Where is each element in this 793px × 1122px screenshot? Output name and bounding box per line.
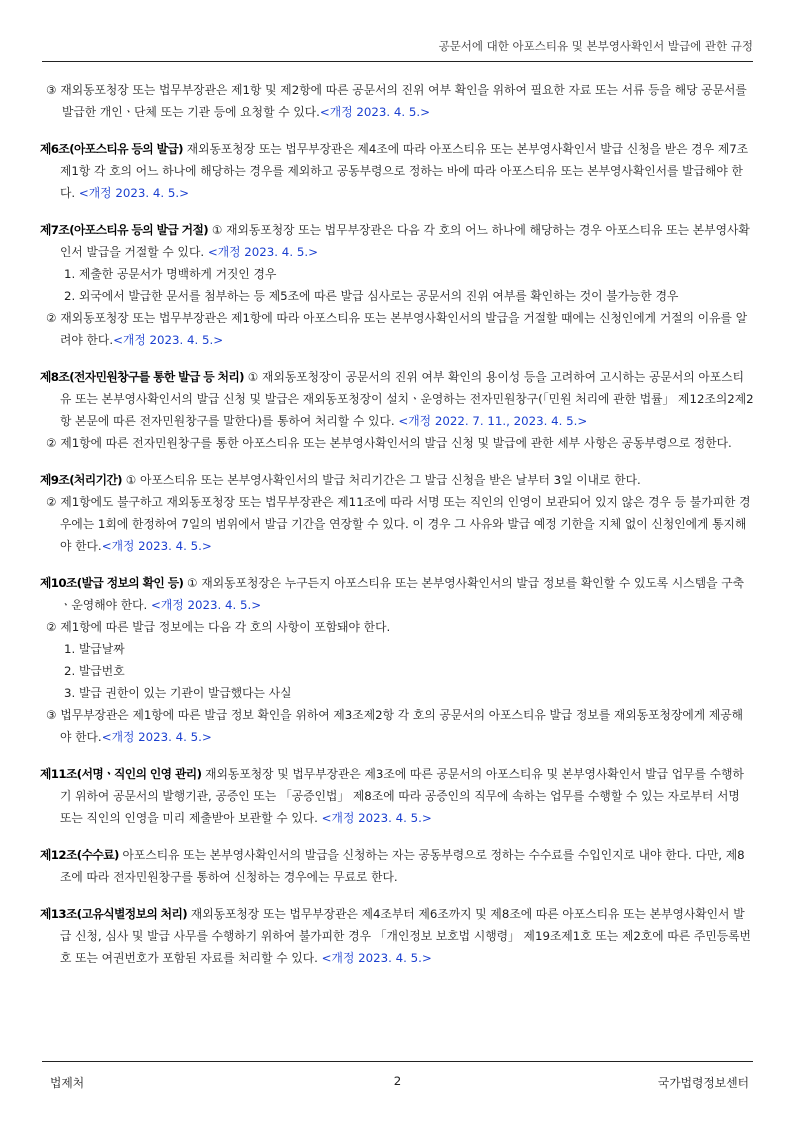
amendment-note[interactable]: <개정 2023. 4. 5.> — [319, 105, 431, 119]
paragraph: 제8조(전자민원창구를 통한 발급 등 처리) ① 재외동포청장이 공문서의 진위 여부 확인의 용이성 등을 고려하여 고시하는 공문서의 아포스티유 또는 본부영사확인서의 발급 신청 및 발급은 재외동포청장이 설치ㆍ운영하는 전자민원창구(「민원 처리에 관한 법률」 제12조의2제2항 본문에 따른 전자민원창구를 말한다)를 통하여 처리할 수 있다. <개정 2022. 7. 11., 2023. 4. 5.> — [40, 370, 754, 428]
paragraph: 제6조(아포스티유 등의 발급) 재외동포청장 또는 법무부장관은 제4조에 따라 아포스티유 또는 본부영사확인서 발급 신청을 받은 경우 제7조제1항 각 호의 어느 하나에 해당하는 경우를 제외하고 공동부령으로 정하는 바에 따라 아포스티유 또는 본부영사확인서를 발급해야 한다. <개정 2023. 4. 5.> — [40, 142, 749, 200]
article-title: 제8조(전자민원창구를 통한 발급 등 처리) — [40, 370, 244, 384]
footer-source: 법제처 — [50, 1076, 85, 1090]
article-12 — [40, 844, 754, 888]
amendment-note[interactable]: <개정 2023. 4. 5.> — [101, 730, 212, 744]
list-item: 2. 외국에서 발급한 문서를 첨부하는 등 제5조에 따른 발급 심사로는 공문서의 진위 여부를 확인하는 것이 불가능한 경우 — [64, 289, 679, 303]
paragraph: ③ 법무부장관은 제1항에 따른 발급 정보 확인을 위하여 제3조제2항 각 호의 공문서의 아포스티유 발급 정보를 재외동포청장에게 제공해야 한다.<개정 2023. 4. 5.> — [46, 708, 744, 744]
amendment-note[interactable]: <개정 2023. 4. 5.> — [321, 811, 432, 825]
document-body — [40, 79, 754, 984]
article-title: 제7조(아포스티유 등의 발급 거절) — [40, 223, 209, 237]
footer-center-name: 국가법령정보센터 — [657, 1076, 749, 1090]
amendment-note[interactable]: <개정 2023. 4. 5.> — [78, 186, 189, 200]
paragraph: ② 제1항에 따른 발급 정보에는 다음 각 호의 사항이 포함돼야 한다. — [46, 620, 391, 634]
paragraph: ③ 재외동포청장 또는 법무부장관은 제1항 및 제2항에 따른 공문서의 진위 여부 확인을 위하여 필요한 자료 또는 서류 등을 해당 공문서를 발급한 개인ㆍ단체 또는 기관 등에 요청할 수 있다.<개정 2023. 4. 5.> — [46, 83, 747, 119]
paragraph: 제10조(발급 정보의 확인 등) ① 재외동포청장은 누구든지 아포스티유 또는 본부영사확인서의 발급 정보를 확인할 수 있도록 시스템을 구축ㆍ운영해야 한다. <개정 2023. 4. 5.> — [40, 576, 745, 612]
amendment-note[interactable]: <개정 2023. 4. 5.> — [207, 245, 318, 259]
article-8 — [40, 366, 754, 454]
paragraph: 제11조(서명ㆍ직인의 인영 관리) 재외동포청장 및 법무부장관은 제3조에 따른 공문서의 아포스티유 및 본부영사확인서 발급 업무를 수행하기 위하여 공문서의 발행기관, 공증인 또는 「공증인법」 제8조에 따라 공증인의 직무에 속하는 업무를 수행할 수 있는 자로부터 서명 또는 직인의 인영을 미리 제출받아 보관할 수 있다. <개정 2023. 4. 5.> — [40, 767, 744, 825]
paragraph: ② 제1항에도 불구하고 재외동포청장 또는 법무부장관은 제11조에 따라 서명 또는 직인의 인영이 보관되어 있지 않은 경우 등 불가피한 경우에는 1회에 한정하여 7일의 범위에서 발급 기간을 연장할 수 있다. 이 경우 그 사유와 발급 예정 기한을 지체 없이 신청인에게 통지해야 한다.<개정 2023. 4. 5.> — [46, 495, 751, 553]
paragraph: ② 제1항에 따른 전자민원창구를 통한 아포스티유 또는 본부영사확인서의 발급 신청 및 발급에 관한 세부 사항은 공동부령으로 정한다. — [46, 436, 732, 450]
amendment-note[interactable]: <개정 2023. 4. 5.> — [321, 951, 432, 965]
list-item: 1. 제출한 공문서가 명백하게 거짓인 경우 — [64, 267, 277, 281]
article-title: 제11조(서명ㆍ직인의 인영 관리) — [40, 767, 202, 781]
list-item: 3. 발급 권한이 있는 기관이 발급했다는 사실 — [64, 686, 292, 700]
article-6 — [40, 138, 754, 204]
article-13 — [40, 903, 754, 969]
amendment-note[interactable]: <개정 2022. 7. 11., 2023. 4. 5.> — [398, 414, 588, 428]
amendment-note[interactable]: <개정 2023. 4. 5.> — [113, 333, 224, 347]
article-11 — [40, 763, 754, 829]
document-title: 공문서에 대한 아포스티유 및 본부영사확인서 발급에 관한 규정 — [438, 39, 753, 53]
article-title: 제10조(발급 정보의 확인 등) — [40, 576, 184, 590]
article-10 — [40, 572, 754, 748]
page-footer — [42, 1061, 753, 1090]
article-9 — [40, 469, 754, 557]
page-number: 2 — [393, 1074, 402, 1088]
article-title: 제9조(처리기간) — [40, 473, 122, 487]
article-continuation — [40, 79, 754, 123]
article-title: 제6조(아포스티유 등의 발급) — [40, 142, 183, 156]
amendment-note[interactable]: <개정 2023. 4. 5.> — [101, 539, 212, 553]
paragraph: 제12조(수수료) 아포스티유 또는 본부영사확인서의 발급을 신청하는 자는 공동부령으로 정하는 수수료를 수입인지로 내야 한다. 다만, 제8조에 따라 전자민원창구를 통하여 신청하는 경우에는 무료로 한다. — [40, 848, 745, 884]
paragraph: 제7조(아포스티유 등의 발급 거절) ① 재외동포청장 또는 법무부장관은 다음 각 호의 어느 하나에 해당하는 경우 아포스티유 또는 본부영사확인서 발급을 거절할 수 있다. <개정 2023. 4. 5.> — [40, 223, 750, 259]
list-item: 1. 발급날짜 — [64, 642, 125, 656]
article-title: 제13조(고유식별정보의 처리) — [40, 907, 188, 921]
article-7 — [40, 219, 754, 351]
amendment-note[interactable]: <개정 2023. 4. 5.> — [151, 598, 262, 612]
paragraph: 제13조(고유식별정보의 처리) 재외동포청장 또는 법무부장관은 제4조부터 제6조까지 및 제8조에 따른 아포스티유 또는 본부영사확인서 발급 신청, 심사 및 발급 사무를 수행하기 위하여 불가피한 경우 「개인정보 보호법 시행령」 제19조제1호 또는 제2호에 따른 주민등록번호 또는 여권번호가 포함된 자료를 처리할 수 있다. <개정 2023. 4. 5.> — [40, 907, 751, 965]
paragraph: 제9조(처리기간) ① 아포스티유 또는 본부영사확인서의 발급 처리기간은 그 발급 신청을 받은 날부터 3일 이내로 한다. — [40, 473, 641, 487]
article-title: 제12조(수수료) — [40, 848, 119, 862]
page-header — [42, 38, 753, 62]
paragraph: ② 재외동포청장 또는 법무부장관은 제1항에 따라 아포스티유 또는 본부영사확인서의 발급을 거절할 때에는 신청인에게 거절의 이유를 알려야 한다.<개정 2023. 4. 5.> — [46, 311, 748, 347]
list-item: 2. 발급번호 — [64, 664, 125, 678]
